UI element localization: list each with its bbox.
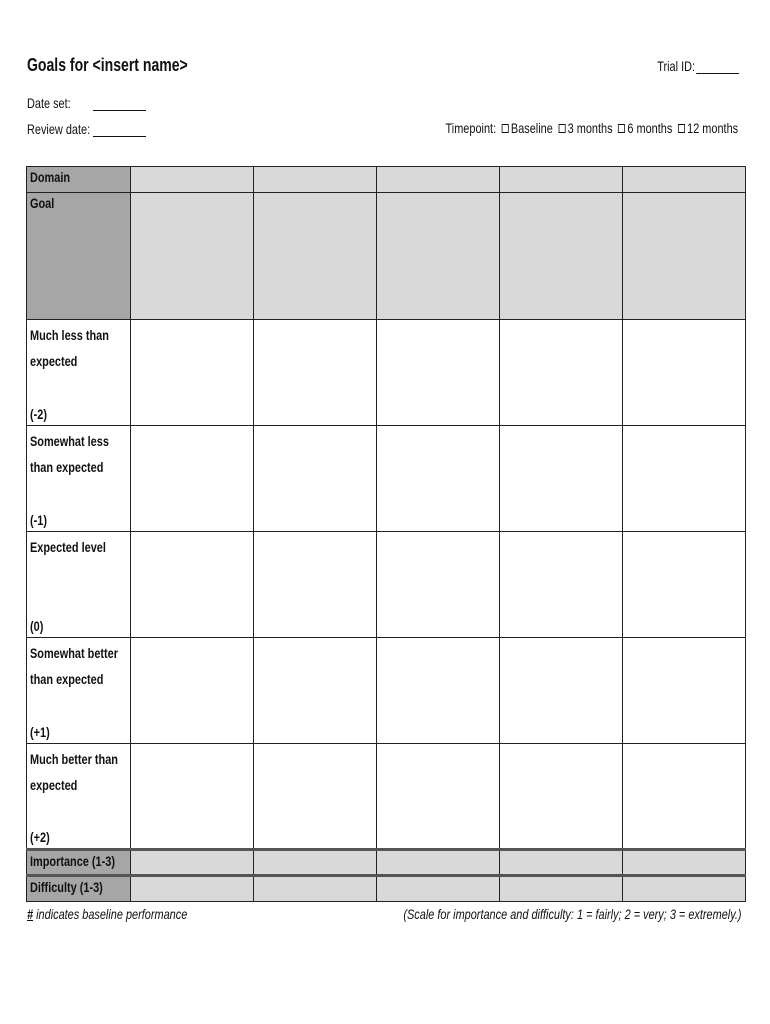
level-cell[interactable] [623,426,746,532]
baseline-note: indicates baseline performance [33,906,188,922]
goal-cell[interactable] [254,193,377,320]
review-date-field [27,121,146,137]
importance-cell[interactable] [377,850,500,876]
checkbox-6-months[interactable] [618,124,625,133]
review-date-blank[interactable] [93,123,146,137]
timepoint-selector [363,120,738,136]
checkbox-baseline[interactable] [501,124,508,133]
date-set-field [27,95,146,111]
date-set-label: Date set: [27,95,71,111]
level-cell[interactable] [131,744,254,850]
timepoint-label: Timepoint: [445,120,496,136]
domain-cell[interactable] [623,167,746,193]
goal-label-cell: Goal [27,193,131,320]
form-title: Goals for <insert name> [27,55,188,75]
level-row-plus-1 [27,638,746,744]
domain-cell[interactable] [500,167,623,193]
level-row-0 [27,532,746,638]
trial-id-label: Trial ID: [656,58,695,74]
level-cell[interactable] [131,638,254,744]
level-cell[interactable] [131,320,254,426]
baseline-footnote [27,906,232,922]
level-label-cell: Much better than expected (+2) [27,744,131,850]
difficulty-cell[interactable] [254,876,377,902]
goal-row [27,193,746,320]
importance-cell[interactable] [131,850,254,876]
timepoint-baseline-label: Baseline [510,120,553,136]
domain-cell[interactable] [377,167,500,193]
level-cell[interactable] [377,532,500,638]
level-row-plus-2 [27,744,746,850]
level-cell[interactable] [500,744,623,850]
level-cell[interactable] [254,320,377,426]
goal-cell[interactable] [131,193,254,320]
level-cell[interactable] [623,320,746,426]
importance-cell[interactable] [623,850,746,876]
level-cell[interactable] [254,426,377,532]
goal-table [26,166,746,902]
difficulty-row [27,876,746,902]
importance-row [27,850,746,876]
checkbox-3-months[interactable] [558,124,565,133]
difficulty-cell[interactable] [623,876,746,902]
level-cell[interactable] [500,320,623,426]
level-cell[interactable] [500,532,623,638]
level-row-minus-1 [27,426,746,532]
domain-row [27,167,746,193]
domain-cell[interactable] [254,167,377,193]
level-cell[interactable] [377,638,500,744]
level-label-cell: Somewhat less than expected (-1) [27,426,131,532]
date-set-blank[interactable] [93,97,146,111]
goal-cell[interactable] [623,193,746,320]
timepoint-6-months-label: 6 months [627,120,673,136]
level-cell[interactable] [500,426,623,532]
timepoint-3-months-label: 3 months [567,120,613,136]
timepoint-12-months-label: 12 months [687,120,738,136]
domain-cell[interactable] [131,167,254,193]
level-cell[interactable] [623,744,746,850]
hash-symbol: # [27,906,34,922]
trial-id-blank[interactable] [696,59,739,74]
level-cell[interactable] [254,744,377,850]
difficulty-cell[interactable] [500,876,623,902]
level-cell[interactable] [623,532,746,638]
importance-cell[interactable] [500,850,623,876]
goal-cell[interactable] [377,193,500,320]
trial-id-field [634,58,739,74]
importance-cell[interactable] [254,850,377,876]
checkbox-12-months[interactable] [678,124,685,133]
level-label-cell: Much less than expected (-2) [27,320,131,426]
level-cell[interactable] [377,426,500,532]
scale-footnote: (Scale for importance and difficulty: 1 = fairly; 2 = very; 3 = extremely.) [403,906,742,922]
level-cell[interactable] [254,638,377,744]
goal-cell[interactable] [500,193,623,320]
level-label-cell: Expected level (0) [27,532,131,638]
level-cell[interactable] [377,320,500,426]
level-cell[interactable] [377,744,500,850]
difficulty-cell[interactable] [377,876,500,902]
level-cell[interactable] [623,638,746,744]
level-label-cell: Somewhat better than expected (+1) [27,638,131,744]
review-date-label: Review date: [27,121,91,137]
importance-label-cell: Importance (1-3) [27,850,131,876]
level-cell[interactable] [500,638,623,744]
level-cell[interactable] [131,532,254,638]
level-row-minus-2 [27,320,746,426]
difficulty-cell[interactable] [131,876,254,902]
level-cell[interactable] [254,532,377,638]
domain-label-cell: Domain [27,167,131,193]
level-cell[interactable] [131,426,254,532]
difficulty-label-cell: Difficulty (1-3) [27,876,131,902]
